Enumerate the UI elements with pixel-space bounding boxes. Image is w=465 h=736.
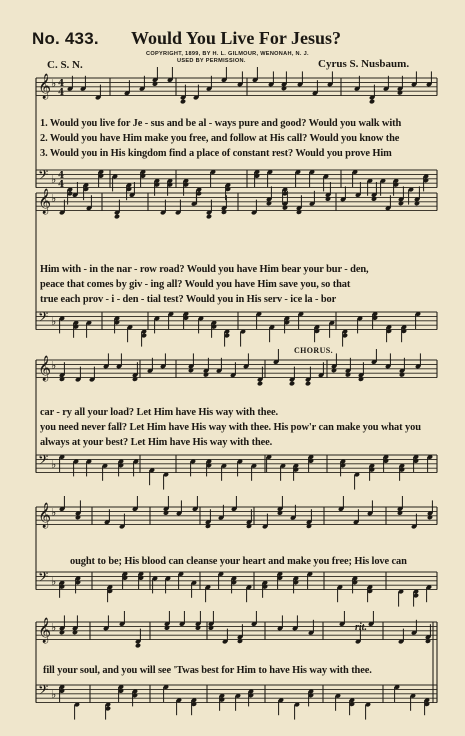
- time-signature-icon: 4: [58, 180, 65, 190]
- flat-icon: ♭: [51, 458, 57, 471]
- lyric-s3-v1: car - ry all your load? Let Him have His way with thee.: [40, 407, 278, 418]
- lyric-s1-v1: 1. Would you live for Je - sus and be al - ways pure and good? Would you walk with: [40, 118, 402, 129]
- chorus-marking: CHORUS.: [294, 346, 334, 355]
- bass-clef-icon: 𝄢: [38, 309, 49, 328]
- note-head: [114, 214, 120, 220]
- permission-line: USED BY PERMISSION.: [177, 58, 246, 64]
- lyric-s2-v2: peace that comes by giv - ing all? Would you have Him save you, so that: [40, 279, 351, 290]
- flat-icon: ♭: [51, 173, 57, 186]
- copyright-line: COPYRIGHT, 1899, BY H. L. GILMOUR, WENONAH, N. J.: [146, 51, 309, 57]
- flat-icon: ♭: [51, 575, 57, 588]
- composer-credit: Cyrus S. Nusbaum.: [318, 58, 410, 70]
- note-head: [135, 643, 141, 649]
- flat-icon: ♭: [51, 506, 57, 519]
- bass-clef-icon: 𝄢: [38, 167, 49, 186]
- note-head: [369, 99, 375, 105]
- note-head: [206, 214, 212, 220]
- lyric-s2-v1: Him with - in the nar - row road? Would you have Him bear your bur - den,: [40, 264, 369, 275]
- flat-icon: ♭: [51, 77, 57, 90]
- lyric-s2-v3: true each prov - i - den - tial test? Would you in His serv - ice la - bor: [40, 294, 337, 305]
- treble-clef-icon: 𝄞: [38, 618, 52, 643]
- note-head: [305, 381, 311, 387]
- time-signature-icon: 4: [58, 88, 65, 98]
- flat-icon: ♭: [51, 621, 57, 634]
- lyricist-credit: C. S. N.: [47, 59, 83, 71]
- hymn-title: Would You Live For Jesus?: [131, 28, 342, 48]
- lyric-s1-v3: 3. Would you in His kingdom find a place of constant rest? Would you prove Him: [40, 148, 392, 159]
- time-signature-icon: 4: [58, 79, 65, 89]
- note-head: [289, 381, 295, 387]
- hymn-number: No. 433.: [32, 29, 99, 48]
- note-head: [180, 99, 186, 105]
- lyric-s3-v3: always at your best? Let Him have His way with thee.: [40, 437, 273, 448]
- lyric-s3-v2: you need never fall? Let Him have His way with thee. His pow'r can make you what you: [40, 422, 421, 433]
- treble-clef-icon: 𝄞: [38, 356, 52, 381]
- bass-clef-icon: 𝄢: [38, 682, 49, 701]
- time-signature-icon: 4: [58, 171, 65, 181]
- treble-clef-icon: 𝄞: [38, 503, 52, 528]
- lyric-s4: ought to be; His blood can cleanse your heart and make you free; His love can: [70, 556, 407, 567]
- treble-clef-icon: 𝄞: [38, 189, 52, 214]
- lyric-s5: fill your soul, and you will see 'Twas best for Him to have His way with thee.: [43, 665, 372, 676]
- note-head: [257, 381, 263, 387]
- lyric-s1-v2: 2. Would you have Him make you free, and follow at His call? Would you know the: [40, 133, 400, 144]
- treble-clef-icon: 𝄞: [38, 74, 52, 99]
- bass-clef-icon: 𝄢: [38, 569, 49, 588]
- bass-clef-icon: 𝄢: [38, 452, 49, 471]
- flat-icon: ♭: [51, 359, 57, 372]
- flat-icon: ♭: [51, 315, 57, 328]
- ritardando-marking: rit.: [355, 622, 367, 633]
- flat-icon: ♭: [51, 192, 57, 205]
- flat-icon: ♭: [51, 688, 57, 701]
